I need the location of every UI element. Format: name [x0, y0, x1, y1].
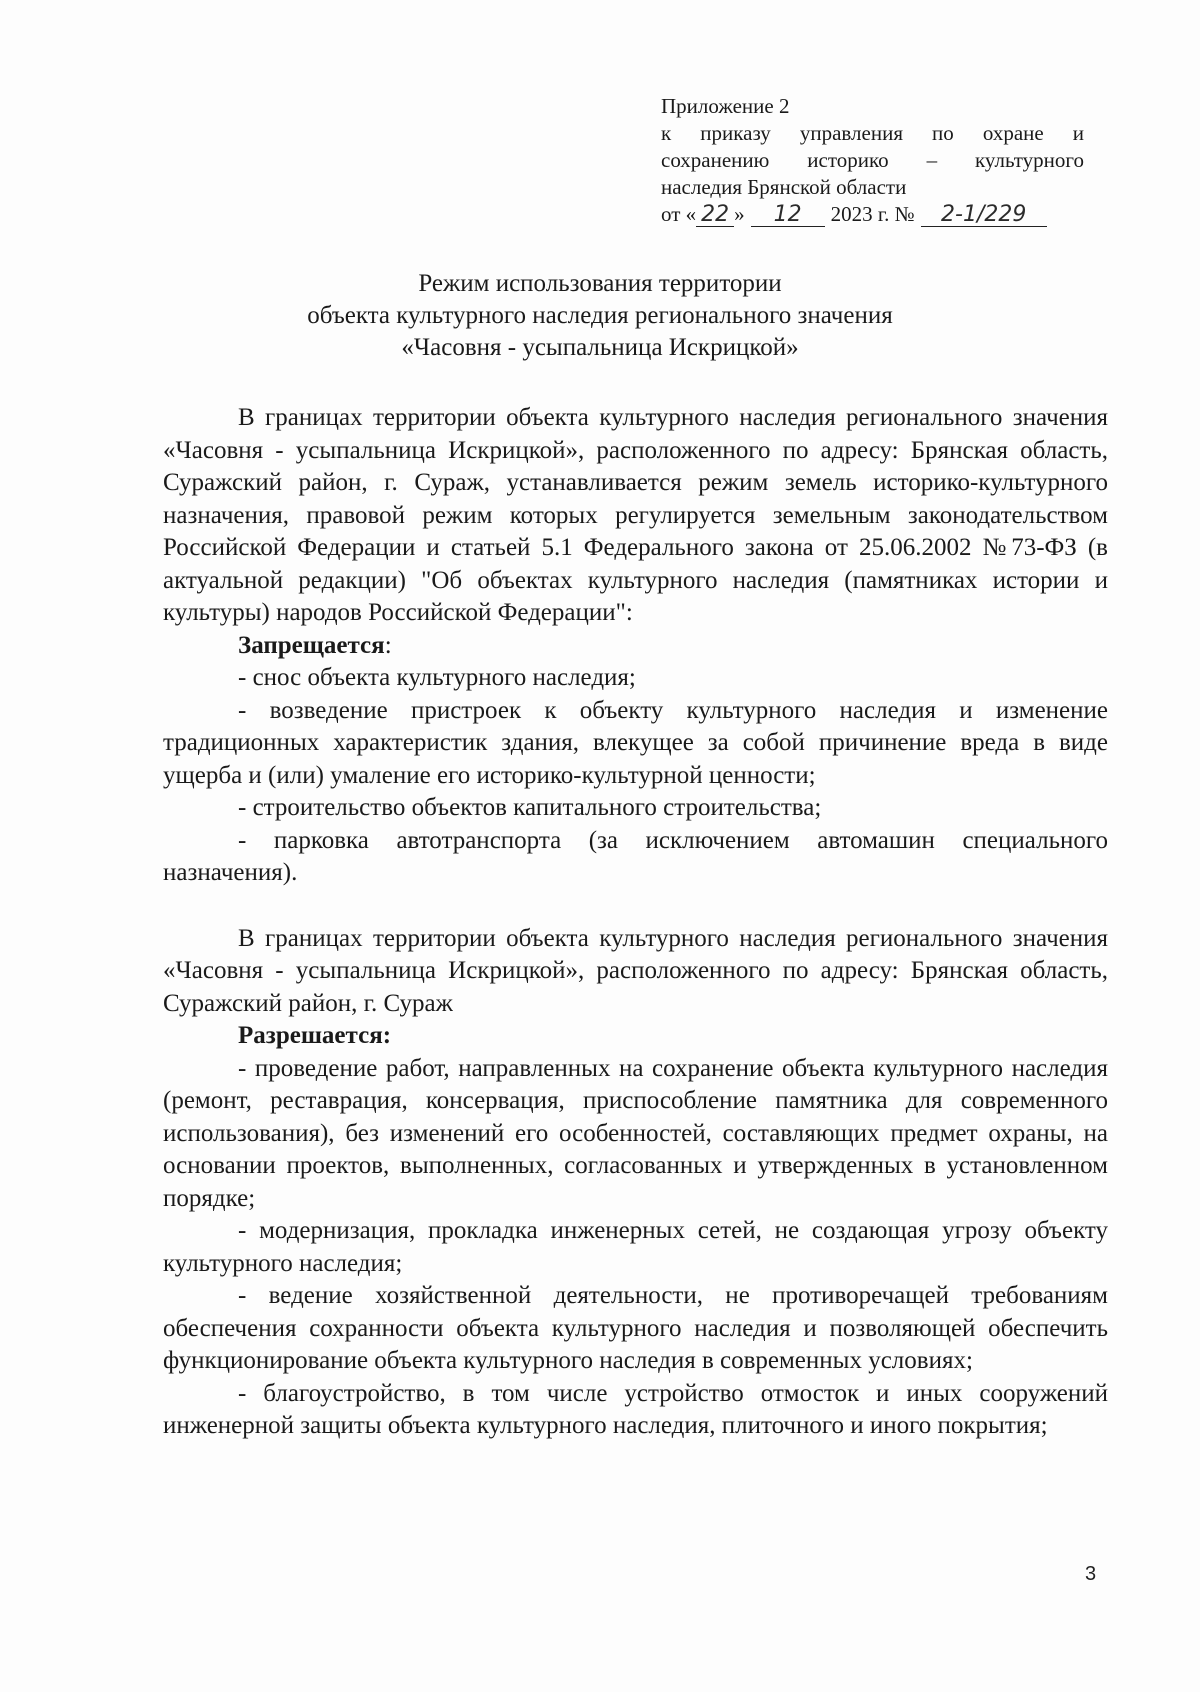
appendix-order-line: к приказу управления по охране и	[661, 121, 1084, 145]
section1-item: - снос объекта культурного наследия;	[238, 664, 636, 691]
appendix-department-line: сохранению историко – культурного	[661, 148, 1084, 172]
section-spacer	[163, 890, 1108, 923]
section1-heading: Запрещается	[238, 631, 385, 659]
date-prefix: от «	[661, 202, 697, 226]
section2-item: - модернизация, прокладка инженерных сетей, не создающая угрозу объекту культурного наследия;	[163, 1217, 1108, 1277]
section1-heading-line	[163, 630, 1108, 663]
title-line-1: Режим использования территории	[418, 270, 782, 297]
section2-item: - благоустройство, в том числе устройство отмосток и иных сооружений инженерной защиты объекта культурного наследия, плиточного и иного покрытия;	[163, 1379, 1108, 1439]
date-day-suffix: »	[734, 202, 745, 226]
date-year: 2023 г. №	[830, 202, 915, 226]
document-body	[163, 402, 1108, 1443]
section1-item: - строительство объектов капитального строительства;	[238, 794, 822, 821]
handwritten-order-number: 2-1/229	[921, 204, 1047, 227]
section1-item: - возведение пристроек к объекту культурного наследия и изменение традиционных характеристик здания, влекущее за собой причинение вреда в виде ущерба и (или) умаление его историко-культурной ценности;	[163, 696, 1108, 789]
section2-intro: В границах территории объекта культурного наследия регионального значения «Часовня - усыпальница Искрицкой», расположенного по адресу: Брянская область, Суражский район, г. Сураж	[163, 924, 1108, 1017]
appendix-region-line: наследия Брянской области	[661, 175, 907, 199]
section2-item: - ведение хозяйственной деятельности, не противоречащей требованиям обеспечения сохранности объекта культурного наследия и позволяющей обеспечить функционирование объекта культурного наследия в современных условиях;	[163, 1282, 1108, 1374]
section1-item: - парковка автотранспорта (за исключением автомашин специального назначения).	[163, 826, 1108, 886]
document-title	[150, 268, 1050, 364]
section2-heading: Разрешается:	[238, 1022, 392, 1049]
page-number: 3	[1085, 1563, 1097, 1585]
handwritten-month: 12	[751, 204, 825, 227]
title-line-3: «Часовня - усыпальница Искрицкой»	[401, 334, 799, 361]
title-line-2: объекта культурного наследия регионального значения	[307, 302, 893, 329]
appendix-date-line	[661, 201, 1084, 228]
section2-item: - проведение работ, направленных на сохранение объекта культурного наследия (ремонт, реставрация, консервация, приспособление памятника для современного использования), без изменений его особенностей, составляющих предмет охраны, на основании проектов, выполненных, согласованных и утвержденных в установленном порядке;	[163, 1054, 1108, 1212]
section1-heading-suffix: :	[384, 631, 392, 659]
appendix-title: Приложение 2	[661, 94, 790, 118]
appendix-header	[661, 93, 1084, 228]
handwritten-day: 22	[696, 204, 734, 227]
section1-intro: В границах территории объекта культурного наследия регионального значения «Часовня - усыпальница Искрицкой», расположенного по адресу: Брянская область, Суражский район, г. Сураж, устанавливается режим земель историко-культурного назначения, правовой режим которых регулируется земельным законодательством Российской Федерации и статьей 5.1 Федерального закона от 25.06.2002 №73-ФЗ (в актуальной редакции) "Об объектах культурного наследия (памятниках истории и культуры) народов Российской Федерации":	[163, 404, 1108, 626]
